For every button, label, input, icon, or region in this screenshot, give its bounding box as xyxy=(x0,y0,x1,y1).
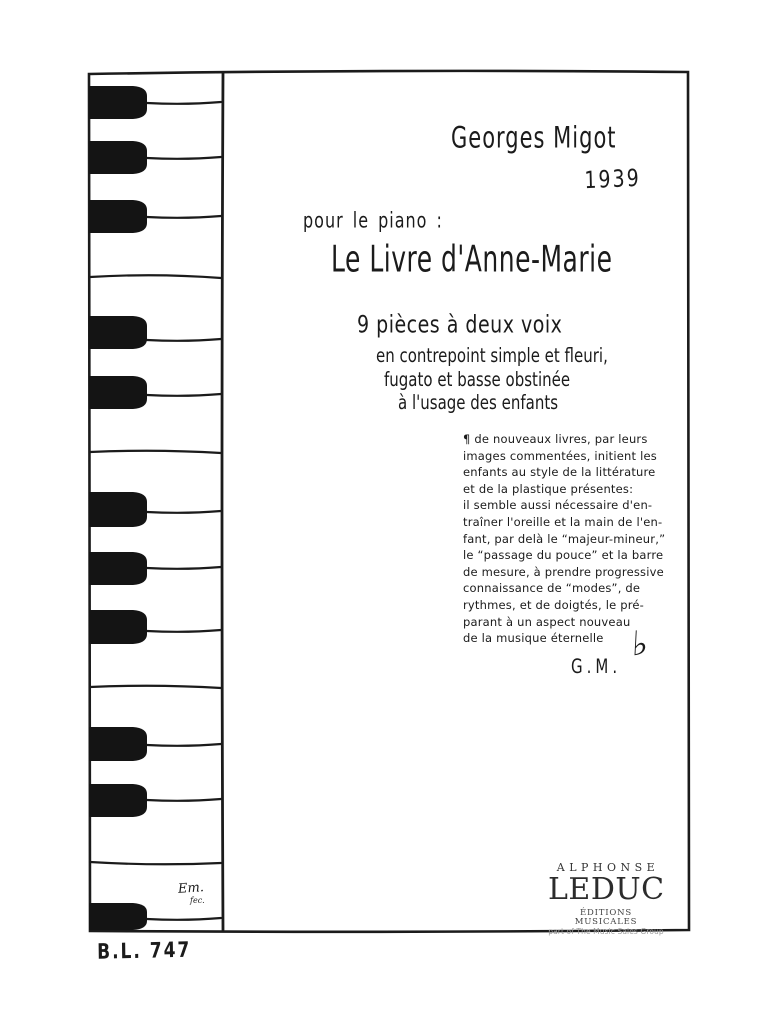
white-key-divider-short xyxy=(147,102,221,920)
note-line: connaissance de “modes”, de xyxy=(463,581,641,596)
black-key xyxy=(89,784,147,817)
black-key xyxy=(89,376,147,409)
black-key xyxy=(89,610,147,644)
note-line: ¶ de nouveaux livres, par leurs xyxy=(463,432,648,446)
subtitle-line: fugato et basse obstinée xyxy=(384,368,571,392)
subtitle-line: à l'usage des enfants xyxy=(398,391,559,415)
note-line: il semble aussi nécessaire d'en- xyxy=(463,498,653,513)
artist-monogram: Em. xyxy=(177,880,205,897)
composer-name: Georges Migot xyxy=(451,121,617,155)
note-line: et de la plastique présentes: xyxy=(463,481,634,496)
black-key xyxy=(89,200,147,233)
note-line: rythmes, et de doigtés, le pré- xyxy=(463,597,645,612)
note-line: de mesure, à prendre progressive xyxy=(463,564,664,579)
note-line: de la musique éternelle xyxy=(463,631,604,646)
keyboard-right-edge xyxy=(222,73,223,930)
publisher-logo xyxy=(548,862,664,936)
publisher-name-top: ALPHONSE xyxy=(556,861,660,874)
black-key xyxy=(89,141,147,174)
plate-number: B.L. 747 xyxy=(97,937,192,965)
publisher-name-main: LEDUC xyxy=(548,872,665,907)
note-signature: G.M. xyxy=(571,655,622,679)
note-line: le “passage du pouce” et la barre xyxy=(463,548,664,563)
subtitle-line: 9 pièces à deux voix xyxy=(357,311,563,339)
preface-note xyxy=(463,431,695,647)
note-line: traîner l'oreille et la main de l'en- xyxy=(463,514,663,529)
artist-monogram-sub: fec. xyxy=(190,896,205,905)
black-key xyxy=(89,86,147,119)
black-key xyxy=(89,316,147,349)
black-keys xyxy=(89,86,147,930)
note-line: images commentées, initient les xyxy=(463,448,657,463)
year: 1939 xyxy=(584,164,642,195)
note-line: parant à un aspect nouveau xyxy=(463,614,631,629)
dedication-line: pour le piano : xyxy=(303,207,443,233)
subtitle-line: en contrepoint simple et fleuri, xyxy=(376,344,608,368)
black-key xyxy=(89,903,147,930)
black-key xyxy=(89,492,147,527)
publisher-tagline: part of The Music Sales Group xyxy=(548,927,664,936)
note-line: enfants au style de la littérature xyxy=(463,465,656,480)
flat-flourish-icon: ♭ xyxy=(631,624,650,665)
note-line: fant, par delà le “majeur-mineur,” xyxy=(463,531,666,546)
black-key xyxy=(89,727,147,761)
publisher-subtitle: ÉDITIONS MUSICALES xyxy=(574,908,638,927)
page-title: Le Livre d'Anne-Marie xyxy=(331,238,613,281)
black-key xyxy=(89,552,147,585)
